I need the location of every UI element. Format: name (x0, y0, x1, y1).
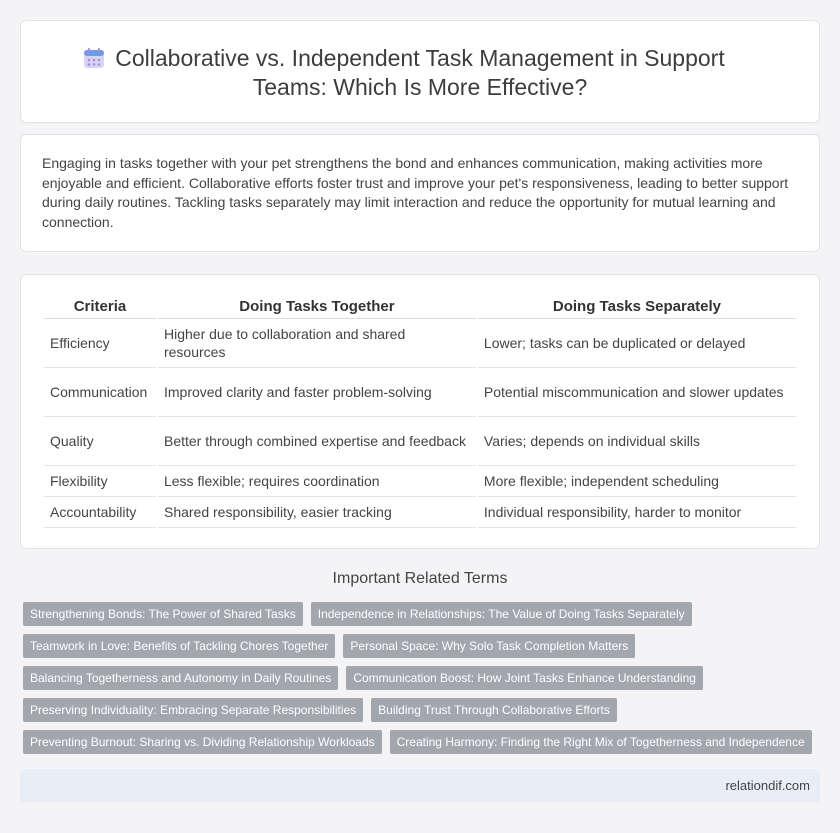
intro-paragraph: Engaging in tasks together with your pet strengthens the bond and enhances communication, making activities more enjoyable and efficient. Collaborative efforts foster trust and improve your pet's responsiveness, leading to better support during daily routines. Tackling tasks separately may limit interaction and reduce the opportunity for mutual learning and connection. (42, 155, 789, 230)
table-cell: Potential miscommunication and slower updates (478, 368, 796, 417)
header-separately: Doing Tasks Separately (478, 295, 796, 319)
related-term-tag[interactable]: Strengthening Bonds: The Power of Shared Tasks (23, 602, 303, 626)
comparison-table (42, 295, 798, 528)
table-row (44, 319, 796, 368)
header-criteria: Criteria (44, 295, 156, 319)
table-cell: Lower; tasks can be duplicated or delayed (478, 319, 796, 368)
related-term-tag[interactable]: Communication Boost: How Joint Tasks Enhance Understanding (346, 666, 703, 690)
table-cell: Improved clarity and faster problem-solving (158, 368, 476, 417)
footer-site-link[interactable]: relationdif.com (725, 778, 810, 793)
table-cell: Varies; depends on individual skills (478, 417, 796, 466)
comparison-table-card (20, 274, 820, 549)
table-cell: Flexibility (44, 466, 156, 497)
table-cell: Efficiency (44, 319, 156, 368)
related-term-tag[interactable]: Independence in Relationships: The Value of Doing Tasks Separately (311, 602, 692, 626)
related-term-tag[interactable]: Personal Space: Why Solo Task Completion Matters (343, 634, 635, 658)
table-cell: Individual responsibility, harder to monitor (478, 497, 796, 528)
table-cell: Shared responsibility, easier tracking (158, 497, 476, 528)
table-cell: Quality (44, 417, 156, 466)
tag-row (23, 666, 703, 690)
related-term-tag[interactable]: Preventing Burnout: Sharing vs. Dividing Relationship Workloads (23, 730, 382, 754)
table-cell: Accountability (44, 497, 156, 528)
tag-row (23, 602, 692, 626)
related-term-tag[interactable]: Balancing Togetherness and Autonomy in Daily Routines (23, 666, 338, 690)
page-title: Collaborative vs. Independent Task Management in Support Teams: Which Is More Effective? (115, 45, 725, 100)
table-row (44, 466, 796, 497)
tag-row (23, 698, 617, 722)
header-together: Doing Tasks Together (158, 295, 476, 319)
intro-card (20, 134, 820, 252)
table-row (44, 417, 796, 466)
related-term-tag[interactable]: Teamwork in Love: Benefits of Tackling Chores Together (23, 634, 335, 658)
related-term-tag[interactable]: Preserving Individuality: Embracing Separate Responsibilities (23, 698, 363, 722)
related-term-tag[interactable]: Building Trust Through Collaborative Efforts (371, 698, 617, 722)
tag-row (23, 730, 812, 754)
related-term-tag[interactable]: Creating Harmony: Finding the Right Mix of Togetherness and Independence (390, 730, 812, 754)
title-card (20, 20, 820, 123)
table-cell: Higher due to collaboration and shared resources (158, 319, 476, 368)
table-cell: Communication (44, 368, 156, 417)
table-row (44, 368, 796, 417)
tag-row (23, 634, 635, 658)
table-cell: Less flexible; requires coordination (158, 466, 476, 497)
table-cell: Better through combined expertise and feedback (158, 417, 476, 466)
table-header-row (44, 295, 796, 319)
related-terms-heading: Important Related Terms (332, 570, 508, 587)
table-row (44, 497, 796, 528)
table-cell: More flexible; independent scheduling (478, 466, 796, 497)
footer (20, 769, 820, 802)
